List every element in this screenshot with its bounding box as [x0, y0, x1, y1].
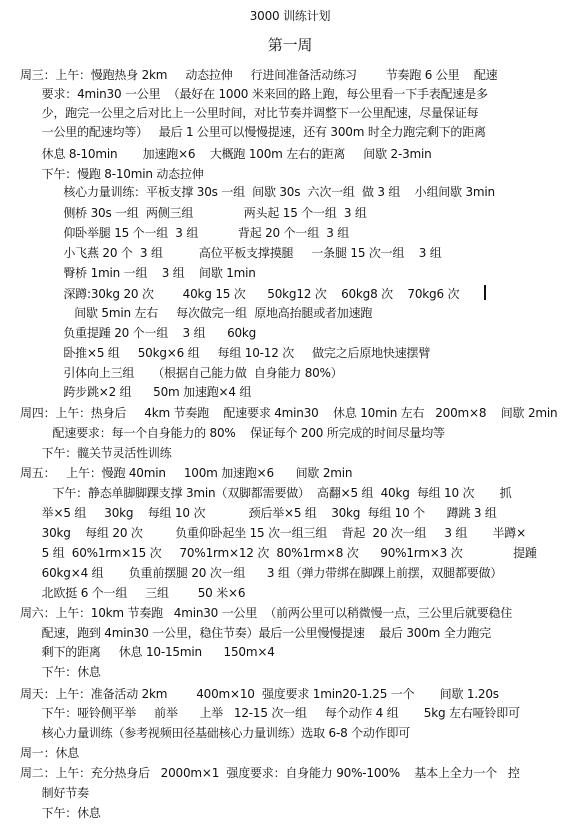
plan-line: 周三：上午：慢跑热身 2km 动态拉伸 行进间准备活动练习 节奏跑 6 公里 配速: [20, 68, 498, 82]
plan-line: 深蹲:30kg 20 次 40kg 15 次 50kg12 次 60kg8 次 70kg6 次: [20, 287, 460, 301]
plan-line: 侧桥 30s 一组 两侧三组 两头起 15 个一组 3 组: [20, 206, 367, 220]
plan-line: 剩下的距离 休息 10-15min 150m×4: [20, 645, 275, 659]
plan-line: 跨步跳×2 组 50m 加速跑×4 组: [20, 385, 252, 399]
plan-line: 制好节奏: [20, 786, 89, 800]
plan-line: 引体向上三组 （根据自己能力做 自身能力 80%）: [20, 366, 343, 380]
plan-line: 休息 8-10min 加速跑×6 大概跑 100m 左右的距离 间歇 2-3min: [20, 147, 432, 161]
plan-line: 下午：哑铃侧平举 前举 上举 12-15 次一组 每个动作 4 组 5kg 左右哑铃即可: [20, 706, 520, 720]
plan-line: 周六：上午：10km 节奏跑 4min30 一公里 （前两公里可以稍微慢一点，三公里后就要稳住: [20, 606, 513, 620]
plan-line: 下午：髋关节灵活性训练: [20, 446, 172, 460]
plan-line: 下午：休息: [20, 806, 101, 820]
plan-line: 周一：休息: [20, 746, 80, 760]
document-title: 3000 训练计划: [249, 9, 331, 23]
plan-line: 5 组 60%1rm×15 次 70%1rm×12 次 80%1rm×8 次 90%1rm×3 次 提踵: [20, 546, 537, 560]
plan-line: 一公里的配速均等） 最后 1 公里可以慢慢提速，还有 300m 时全力跑完剩下的距离: [20, 125, 486, 139]
plan-line: 间歇 5min 左右 每次做完一组 原地高抬腿或者加速跑: [20, 306, 373, 320]
plan-line: 30kg 每组 20 次 负重仰卧起坐 15 次一组三组 背起 20 次一组 3 组 半蹲×: [20, 526, 526, 540]
plan-line: 下午：休息: [20, 665, 101, 679]
plan-line: 核心力量训练（参考视频田径基础核心力量训练）选取 6-8 个动作即可: [20, 726, 411, 740]
plan-line: 仰卧举腿 15 个一组 3 组 背起 20 个一组 3 组: [20, 226, 350, 240]
plan-line: 周二：上午：充分热身后 2000m×1 强度要求：自身能力 90%-100% 基本上全力一个 控: [20, 766, 520, 780]
plan-line: 小飞燕 20 个 3 组 高位平板支撑摸腿 一条腿 15 次一组 3 组: [20, 246, 442, 260]
plan-line: 配速要求：每一个自身能力的 80% 保证每个 200 所完成的时间尽量均等: [20, 426, 445, 440]
plan-line: 要求：4min30 一公里 （最好在 1000 米来回的路上跑，每公里看一下手表配速是多: [20, 87, 488, 101]
plan-line: 少，跑完一公里之后对比上一公里时间，对比节奏并调整下一公里配速，尽量保证每: [20, 106, 479, 120]
plan-line: 核心力量训练：平板支撑 30s 一组 间歇 30s 六次一组 做 3 组 小组间歇 3min: [20, 185, 495, 199]
plan-line: 下午：静态单脚脚踝支撑 3min（双脚都需要做） 高翻×5 组 40kg 每组 10 次 抓: [20, 486, 512, 500]
plan-line: 配速，跑到 4min30 一公里，稳住节奏）最后一公里慢慢提速 最后 300m 全力跑完: [20, 626, 491, 640]
plan-line: 周五： 上午：慢跑 40min 100m 加速跑×6 间歇 2min: [20, 466, 353, 480]
plan-line: 卧推×5 组 50kg×6 组 每组 10-12 次 做完之后原地快速摆臂: [20, 346, 431, 360]
plan-line: 臀桥 1min 一组 3 组 间歇 1min: [20, 266, 256, 280]
plan-line: 60kg×4 组 负重前摆腿 20 次一组 3 组（弹力带绑在脚踝上前摆，双腿都要做）: [20, 566, 503, 580]
plan-line: 举×5 组 30kg 每组 10 次 颈后举×5 组 30kg 每组 10 个 蹲跳 3 组: [20, 506, 497, 520]
week-heading: 第一周: [267, 36, 313, 54]
plan-line: 周天：上午：准备活动 2km 400m×10 强度要求 1min20-1.25 一个 间歇 1.20s: [20, 687, 499, 701]
plan-line: 负重提踵 20 个一组 3 组 60kg: [20, 326, 257, 340]
plan-line: 北欧挺 6 个一组 三组 50 米×6: [20, 586, 246, 600]
plan-line: 周四：上午：热身后 4km 节奏跑 配速要求 4min30 休息 10min 左右 200m×8 间歇 2min: [20, 406, 558, 420]
text-cursor: [484, 285, 486, 300]
plan-line: 下午：慢跑 8-10min 动态拉伸: [20, 167, 204, 181]
